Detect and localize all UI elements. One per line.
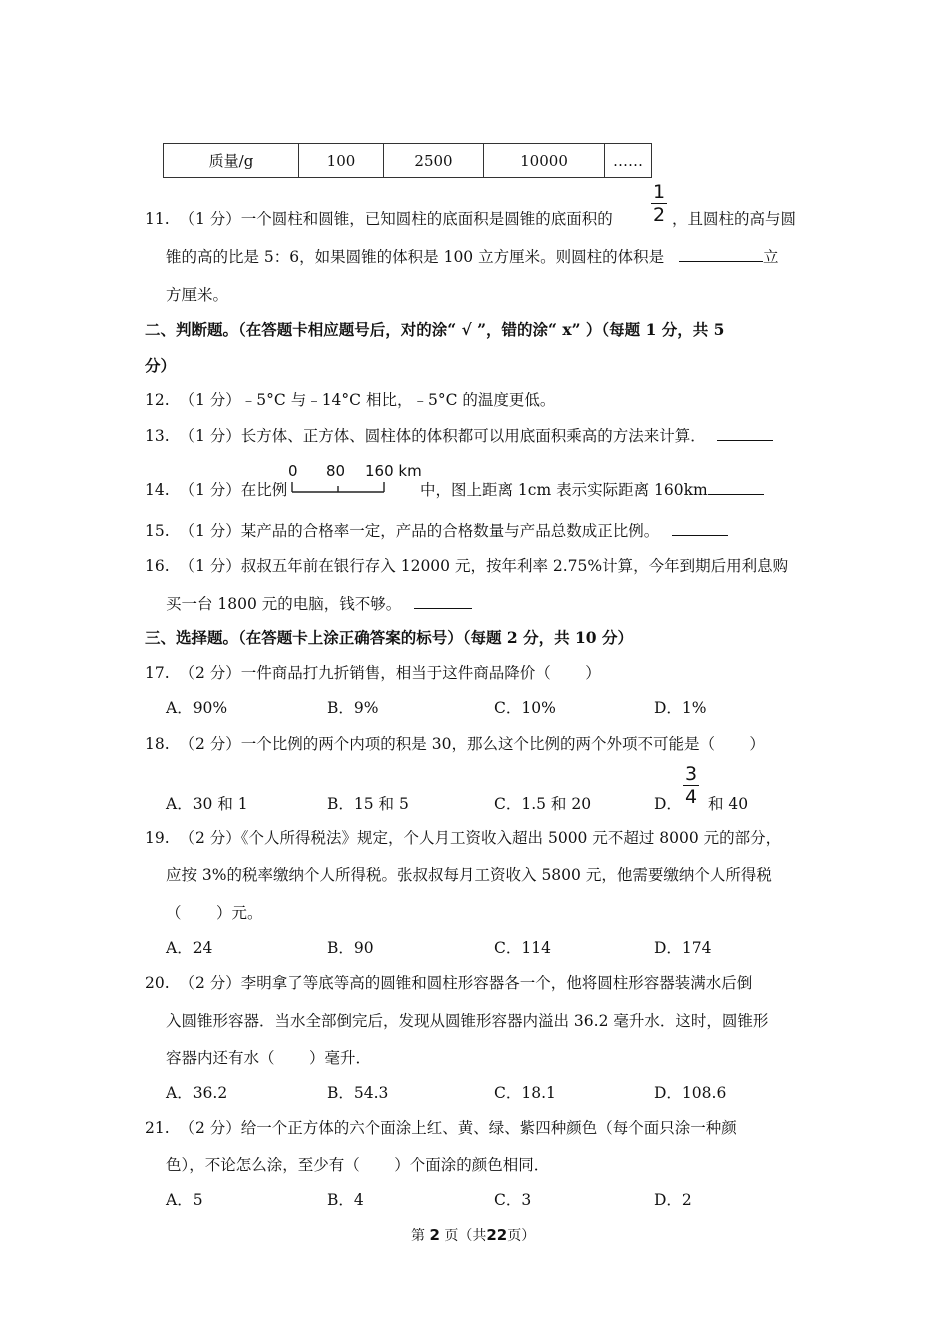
section3-heading: 三、选择题。（在答题卡上涂正确答案的标号）（每题 2 分，共 10 分） bbox=[145, 628, 633, 647]
q11-line1-end: ，且圆柱的高与圆 bbox=[672, 210, 797, 228]
q11-text: 11. （1 分）一个圆柱和圆锥，已知圆柱的底面积是圆锥的底面积的 bbox=[145, 210, 613, 228]
table-row bbox=[164, 144, 652, 178]
q18-option-d[interactable]: D． bbox=[654, 795, 682, 813]
q13 bbox=[145, 424, 773, 446]
q21-line2: 色），不论怎么涂，至少有（ ）个面涂的颜色相同． bbox=[166, 1156, 550, 1174]
table-cell: 2500 bbox=[384, 144, 484, 178]
q19-option-d[interactable]: D．174 bbox=[654, 939, 712, 957]
q14-prefix: 14. （1 分）在比例 bbox=[145, 481, 288, 499]
q18-d-fraction bbox=[683, 764, 699, 807]
fraction-denominator: 2 bbox=[652, 204, 666, 226]
q19-line2: 应按 3%的税率缴纳个人所得税。张叔叔每月工资收入 5800 元，他需要缴纳个人所得税 bbox=[166, 866, 772, 884]
answer-blank[interactable] bbox=[672, 521, 728, 536]
q16-line1: 16. （1 分）叔叔五年前在银行存入 12000 元，按年利率 2.75%计算，今年到期后用利息购 bbox=[145, 557, 789, 575]
fraction-numerator: 3 bbox=[684, 763, 698, 785]
q17-option-d[interactable]: D．1% bbox=[654, 699, 707, 717]
q20-option-a[interactable]: A．36.2 bbox=[166, 1084, 228, 1102]
q11-line2-text: 锥的高的比是 5：6，如果圆锥的体积是 100 立方厘米。则圆柱的体积是 bbox=[166, 248, 665, 266]
q19-line3: （ ）元。 bbox=[166, 904, 263, 922]
q20-option-c[interactable]: C．18.1 bbox=[494, 1084, 556, 1102]
answer-blank[interactable] bbox=[717, 426, 773, 441]
q15-text: 15. （1 分）某产品的合格率一定，产品的合格数量与产品总数成正比例。 bbox=[145, 522, 660, 540]
scale-label-0: 0 bbox=[288, 462, 298, 480]
q18-option-a[interactable]: A．30 和 1 bbox=[166, 795, 248, 813]
q14-text: 中，图上距离 1cm 表示实际距离 160km bbox=[420, 481, 708, 499]
table-cell: 10000 bbox=[484, 144, 605, 178]
q19-line1: 19. （2 分）《个人所得税法》规定，个人月工资收入超出 5000 元不超过 8000 元的部分， bbox=[145, 829, 782, 847]
q21-line1: 21. （2 分）给一个正方体的六个面涂上红、黄、绿、紫四种颜色（每个面只涂一种颜 bbox=[145, 1119, 737, 1137]
q19-option-c[interactable]: C．114 bbox=[494, 939, 551, 957]
scale-label-80: 80 bbox=[326, 462, 346, 480]
q21-option-a[interactable]: A．5 bbox=[166, 1191, 203, 1209]
q19-option-b[interactable]: B．90 bbox=[327, 939, 374, 957]
table-cell: …… bbox=[605, 144, 652, 178]
q11-line2 bbox=[166, 245, 779, 267]
q16-line2 bbox=[166, 592, 472, 614]
q15 bbox=[145, 519, 728, 541]
q20-option-b[interactable]: B．54.3 bbox=[327, 1084, 389, 1102]
q11-line2-end: 立 bbox=[763, 248, 779, 266]
footer-mid: 页（共 bbox=[444, 1228, 487, 1244]
q16-text: 买一台 1800 元的电脑，钱不够。 bbox=[166, 595, 402, 613]
footer-pre: 第 bbox=[411, 1228, 425, 1244]
q17-option-b[interactable]: B．9% bbox=[327, 699, 379, 717]
table-cell: 质量/g bbox=[164, 144, 299, 178]
section2-heading: 二、判断题。（在答题卡相应题号后，对的涂“ √ ”，错的涂“ x” ）（每题 1 分，共 5 bbox=[145, 320, 725, 339]
q20-line3: 容器内还有水（ ）毫升． bbox=[166, 1049, 371, 1067]
section2-heading-cont: 分） bbox=[145, 356, 177, 375]
q18-option-c[interactable]: C．1.5 和 20 bbox=[494, 795, 592, 813]
q11-line3: 方厘米。 bbox=[166, 286, 229, 304]
q21-option-c[interactable]: C．3 bbox=[494, 1191, 532, 1209]
q17-option-c[interactable]: C．10% bbox=[494, 699, 556, 717]
q19-option-a[interactable]: A．24 bbox=[166, 939, 213, 957]
q18-option-d-suffix: 和 40 bbox=[708, 795, 749, 813]
footer-page-number: 2 bbox=[429, 1226, 440, 1244]
footer-total-pages: 22 bbox=[486, 1226, 508, 1244]
mass-table bbox=[163, 143, 652, 178]
page-footer bbox=[411, 1225, 535, 1245]
q18-option-b[interactable]: B．15 和 5 bbox=[327, 795, 409, 813]
q18-stem: 18. （2 分）一个比例的两个内项的积是 30，那么这个比例的两个外项不可能是（ ） bbox=[145, 735, 765, 753]
q20-line1: 20. （2 分）李明拿了等底等高的圆锥和圆柱形容器各一个，他将圆柱形容器装满水后倒 bbox=[145, 974, 753, 992]
q13-text: 13. （1 分）长方体、正方体、圆柱体的体积都可以用底面积乘高的方法来计算． bbox=[145, 427, 706, 445]
scale-bar bbox=[290, 480, 390, 494]
q20-option-d[interactable]: D．108.6 bbox=[654, 1084, 727, 1102]
answer-blank[interactable] bbox=[708, 480, 764, 495]
q17-option-a[interactable]: A．90% bbox=[166, 699, 228, 717]
answer-blank[interactable] bbox=[414, 594, 472, 609]
q17-stem: 17. （2 分）一件商品打九折销售，相当于这件商品降价（ ） bbox=[145, 664, 601, 682]
fraction-denominator: 4 bbox=[684, 786, 698, 808]
q20-line2: 入圆锥形容器．当水全部倒完后，发现从圆锥形容器内溢出 36.2 毫升水．这时，圆锥形 bbox=[166, 1012, 769, 1030]
table-cell: 100 bbox=[299, 144, 384, 178]
q11-fraction bbox=[651, 182, 667, 225]
fraction-numerator: 1 bbox=[652, 181, 666, 203]
answer-blank[interactable] bbox=[679, 247, 763, 262]
q14-suffix bbox=[420, 478, 764, 500]
q11-line1 bbox=[145, 207, 613, 229]
footer-post: 页） bbox=[507, 1228, 536, 1244]
q21-option-d[interactable]: D．2 bbox=[654, 1191, 692, 1209]
scale-label-160km: 160 km bbox=[365, 462, 422, 480]
q21-option-b[interactable]: B．4 bbox=[327, 1191, 364, 1209]
q12: 12. （1 分）﹣5°C 与﹣14°C 相比，﹣5°C 的温度更低。 bbox=[145, 391, 556, 409]
